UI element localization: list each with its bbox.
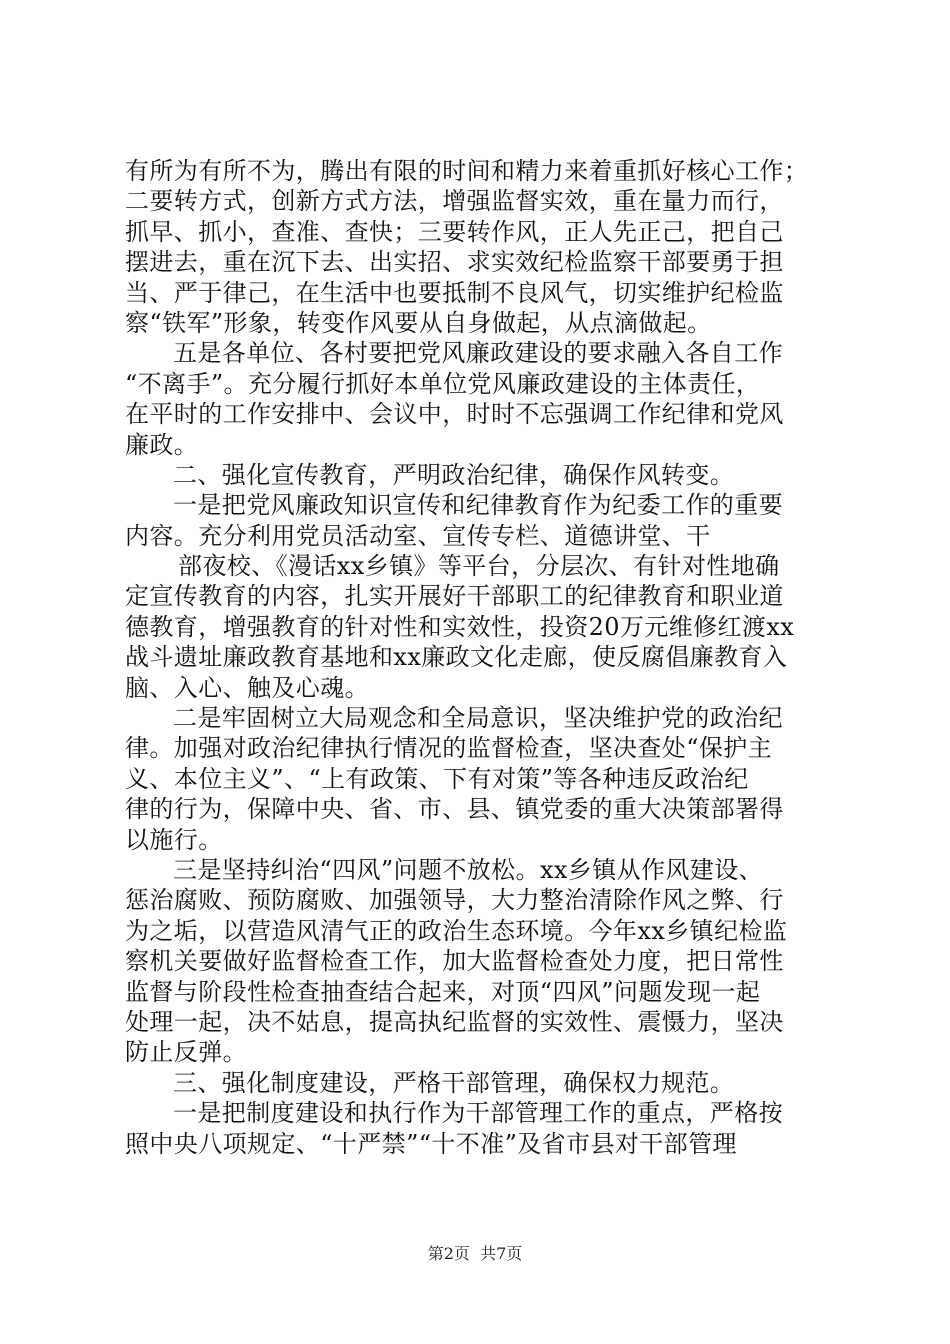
text-line: 处理一起，决不姑息，提高执纪监督的实效性、震慑力，坚决 <box>125 1007 784 1036</box>
text-line: 摆进去，重在沉下去、出实招、求实效纪检监察干部要勇于担 <box>125 248 784 277</box>
page-number-label: 第2页 共7页 <box>427 1244 523 1263</box>
text-line: 察“铁军”形象，转变作风要从自身做起，从点滴做起。 <box>125 308 712 337</box>
text-line: 二要转方式，创新方式方法，增强监督实效，重在量力而行， <box>125 187 784 216</box>
text-line: 以施行。 <box>125 825 223 854</box>
text-line: 照中央八项规定、“十严禁”“十不准”及省市县对干部管理 <box>125 1129 737 1158</box>
text-line: 一是把党风廉政知识宣传和纪律教育作为纪委工作的重要 <box>173 491 783 520</box>
page-footer <box>0 1244 950 1264</box>
text-line: 律的行为，保障中央、省、市、县、镇党委的重大决策部署得 <box>125 795 784 824</box>
text-line: 三是坚持纠治“四风”问题不放松。xx乡镇从作风建设、 <box>173 855 764 884</box>
text-line: 内容。充分利用党员活动室、宣传专栏、道德讲堂、干 <box>125 521 711 550</box>
text-line: 五是各单位、各村要把党风廉政建设的要求融入各自工作 <box>173 339 783 368</box>
text-line: 为之垢，以营造风清气正的政治生态环境。今年xx乡镇纪检监 <box>125 916 788 945</box>
text-line: 抓早、抓小，查准、查快；三要转作风，正人先正己，把自己 <box>125 217 784 246</box>
text-line: 在平时的工作安排中、会议中，时时不忘强调工作纪律和党风 <box>125 400 784 429</box>
text-line: “不离手”。充分履行抓好本单位党风廉政建设的主体责任， <box>125 369 761 398</box>
text-line: 二、强化宣传教育，严明政治纪律，确保作风转变。 <box>173 460 735 489</box>
text-line: 战斗遗址廉政教育基地和xx廉政文化走廊，使反腐倡廉教育入 <box>125 643 788 672</box>
text-line: 监督与阶段性检查抽查结合起来，对顶“四风”问题发现一起 <box>125 977 761 1006</box>
text-line: 廉政。 <box>125 430 199 459</box>
text-line: 定宣传教育的内容，扎实开展好干部职工的纪律教育和职业道 <box>125 582 784 611</box>
text-line: 当、严于律己，在生活中也要抵制不良风气，切实维护纪检监 <box>125 278 784 307</box>
text-line: 义、本位主义”、“上有政策、下有对策”等各种违反政治纪 <box>125 764 749 793</box>
text-line: 部夜校、《漫话xx乡镇》等平台，分层次、有针对性地确 <box>178 552 780 581</box>
text-line: 惩治腐败、预防腐败、加强领导，大力整治清除作风之弊、行 <box>125 886 784 915</box>
text-line: 有所为有所不为，腾出有限的时间和精力来着重抓好核心工作； <box>125 157 809 185</box>
text-line: 察机关要做好监督检查工作，加大监督检查处力度，把日常性 <box>125 947 784 976</box>
text-line: 二是牢固树立大局观念和全局意识，坚决维护党的政治纪 <box>173 704 783 733</box>
text-line: 德教育，增强教育的针对性和实效性，投资20万元维修红渡xx <box>125 612 795 641</box>
text-line: 三、强化制度建设，严格干部管理，确保权力规范。 <box>173 1068 735 1097</box>
text-line: 一是把制度建设和执行作为干部管理工作的重点，严格按 <box>173 1099 783 1128</box>
document-body <box>125 156 830 1159</box>
text-line: 防止反弹。 <box>125 1038 247 1067</box>
text-line: 律。加强对政治纪律执行情况的监督检查，坚决查处“保护主 <box>125 734 773 763</box>
text-line: 脑、入心、触及心魂。 <box>125 673 369 702</box>
